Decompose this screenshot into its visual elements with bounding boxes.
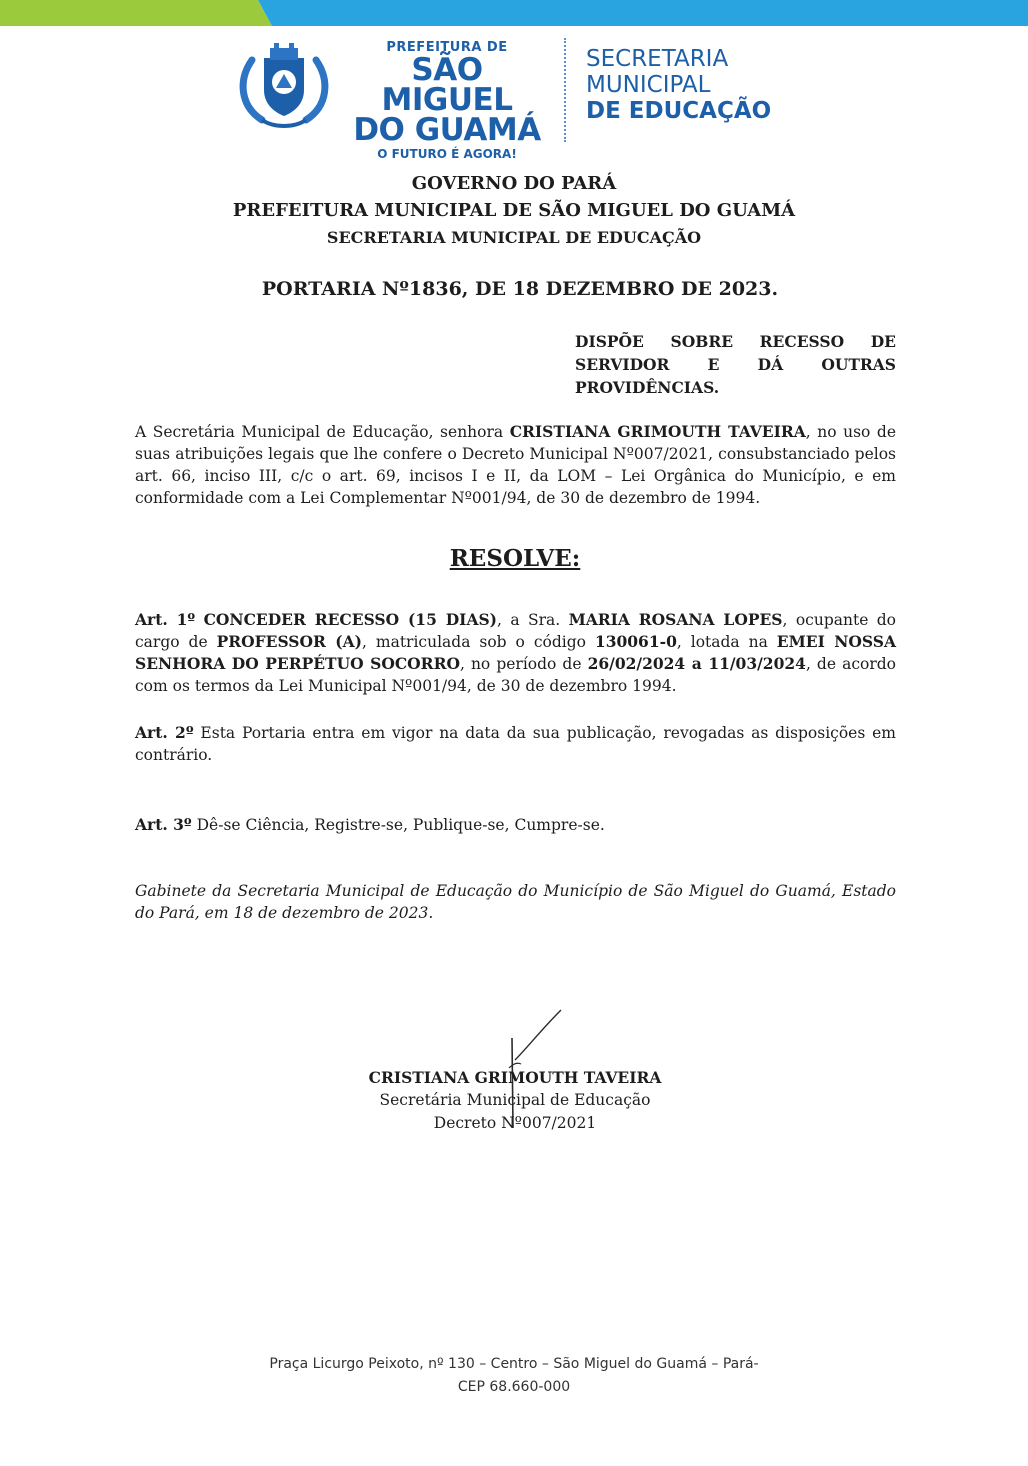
logo-city-line1: SÃO MIGUEL xyxy=(381,52,513,118)
secretaria-line1: SECRETARIA xyxy=(586,46,729,72)
article-3 xyxy=(135,814,896,836)
footer-cep: CEP 68.660-000 xyxy=(457,1379,571,1395)
header-color-bar xyxy=(0,0,1028,26)
article-1-text: , matriculada sob o código xyxy=(362,633,595,651)
intro-text-2: , no uso de suas atribuições legais que lhe confere o Decreto Municipal Nº007/2021, consubstanciado pelos art. 66, inciso III, c/c o art. 69, incisos I e II, da LOM – Lei Orgânica do Município, e em conformidade com a Lei Complementar Nº001/94, de 30 de dezembro de 1994. xyxy=(135,423,896,507)
title-prefeitura: PREFEITURA MUNICIPAL DE SÃO MIGUEL DO GUAMÁ xyxy=(232,200,796,221)
logo-prefix: PREFEITURA DE xyxy=(386,40,508,55)
logo-slogan: O FUTURO É AGORA! xyxy=(377,147,517,161)
intro-secretary-name: CRISTIANA GRIMOUTH TAVEIRA xyxy=(509,422,806,441)
intro-text-1: A Secretária Municipal de Educação, senhora xyxy=(135,423,510,441)
logo-city-line2: DO GUAMÁ xyxy=(353,112,541,148)
article-1-text: , no período de xyxy=(459,655,588,673)
article-2 xyxy=(135,722,896,766)
article-1-text: , a Sra. xyxy=(497,611,569,629)
secretaria-line2: MUNICIPAL xyxy=(586,72,711,98)
footer-address: Praça Licurgo Peixoto, nº 130 – Centro – São Miguel do Guamá – Pará- xyxy=(269,1356,759,1372)
signature-name: CRISTIANA GRIMOUTH TAVEIRA xyxy=(368,1068,662,1087)
intro-paragraph xyxy=(135,421,896,509)
article-1 xyxy=(135,609,896,697)
secretaria-logo-text xyxy=(586,46,771,124)
article-1-action: CONCEDER RECESSO (15 DIAS) xyxy=(203,610,497,629)
gabinete-paragraph: Gabinete da Secretaria Municipal de Educação do Município de São Miguel do Guamá, Estado do Pará, em 18 de dezembro de 2023. xyxy=(135,882,896,922)
header-divider xyxy=(564,38,566,142)
article-1-label: Art. 1º xyxy=(135,610,196,629)
article-1-text: , lotada na xyxy=(676,633,777,651)
title-governo: GOVERNO DO PARÁ xyxy=(411,173,617,194)
prefeitura-logo-text xyxy=(342,40,552,161)
title-secretaria: SECRETARIA MUNICIPAL DE EDUCAÇÃO xyxy=(326,228,702,247)
article-1-text: , de acordo com os termos da Lei Municipal Nº001/94, de 30 de dezembro 1994. xyxy=(135,655,897,695)
article-3-label: Art. 3º xyxy=(135,815,192,834)
ementa: DISPÕE SOBRE RECESSO DE SERVIDOR E DÁ OUTRAS PROVIDÊNCIAS. xyxy=(575,332,896,397)
article-1-codigo: 130061-0 xyxy=(594,632,677,651)
article-2-label: Art. 2º xyxy=(135,723,194,742)
article-1-periodo: 26/02/2024 a 11/03/2024 xyxy=(587,654,806,673)
article-2-text: Esta Portaria entra em vigor na data da sua publicação, revogadas as disposições em contrário. xyxy=(135,724,896,764)
article-1-text: , ocupante do cargo de xyxy=(135,611,897,651)
signature-role: Secretária Municipal de Educação xyxy=(379,1091,651,1109)
portaria-title: PORTARIA Nº1836, DE 18 DEZEMBRO DE 2023. xyxy=(261,278,779,300)
secretaria-line3: DE EDUCAÇÃO xyxy=(586,98,772,124)
resolve-heading: RESOLVE: xyxy=(449,545,581,572)
municipal-seal-logo xyxy=(234,40,334,130)
article-1-person: MARIA ROSANA LOPES xyxy=(568,610,783,629)
article-1-lotacao: EMEI NOSSA SENHORA DO PERPÉTUO SOCORRO xyxy=(135,632,896,673)
signature-decree: Decreto Nº007/2021 xyxy=(433,1114,597,1132)
article-3-text: Dê-se Ciência, Registre-se, Publique-se, Cumpre-se. xyxy=(191,816,605,834)
article-1-cargo: PROFESSOR (A) xyxy=(216,632,362,651)
